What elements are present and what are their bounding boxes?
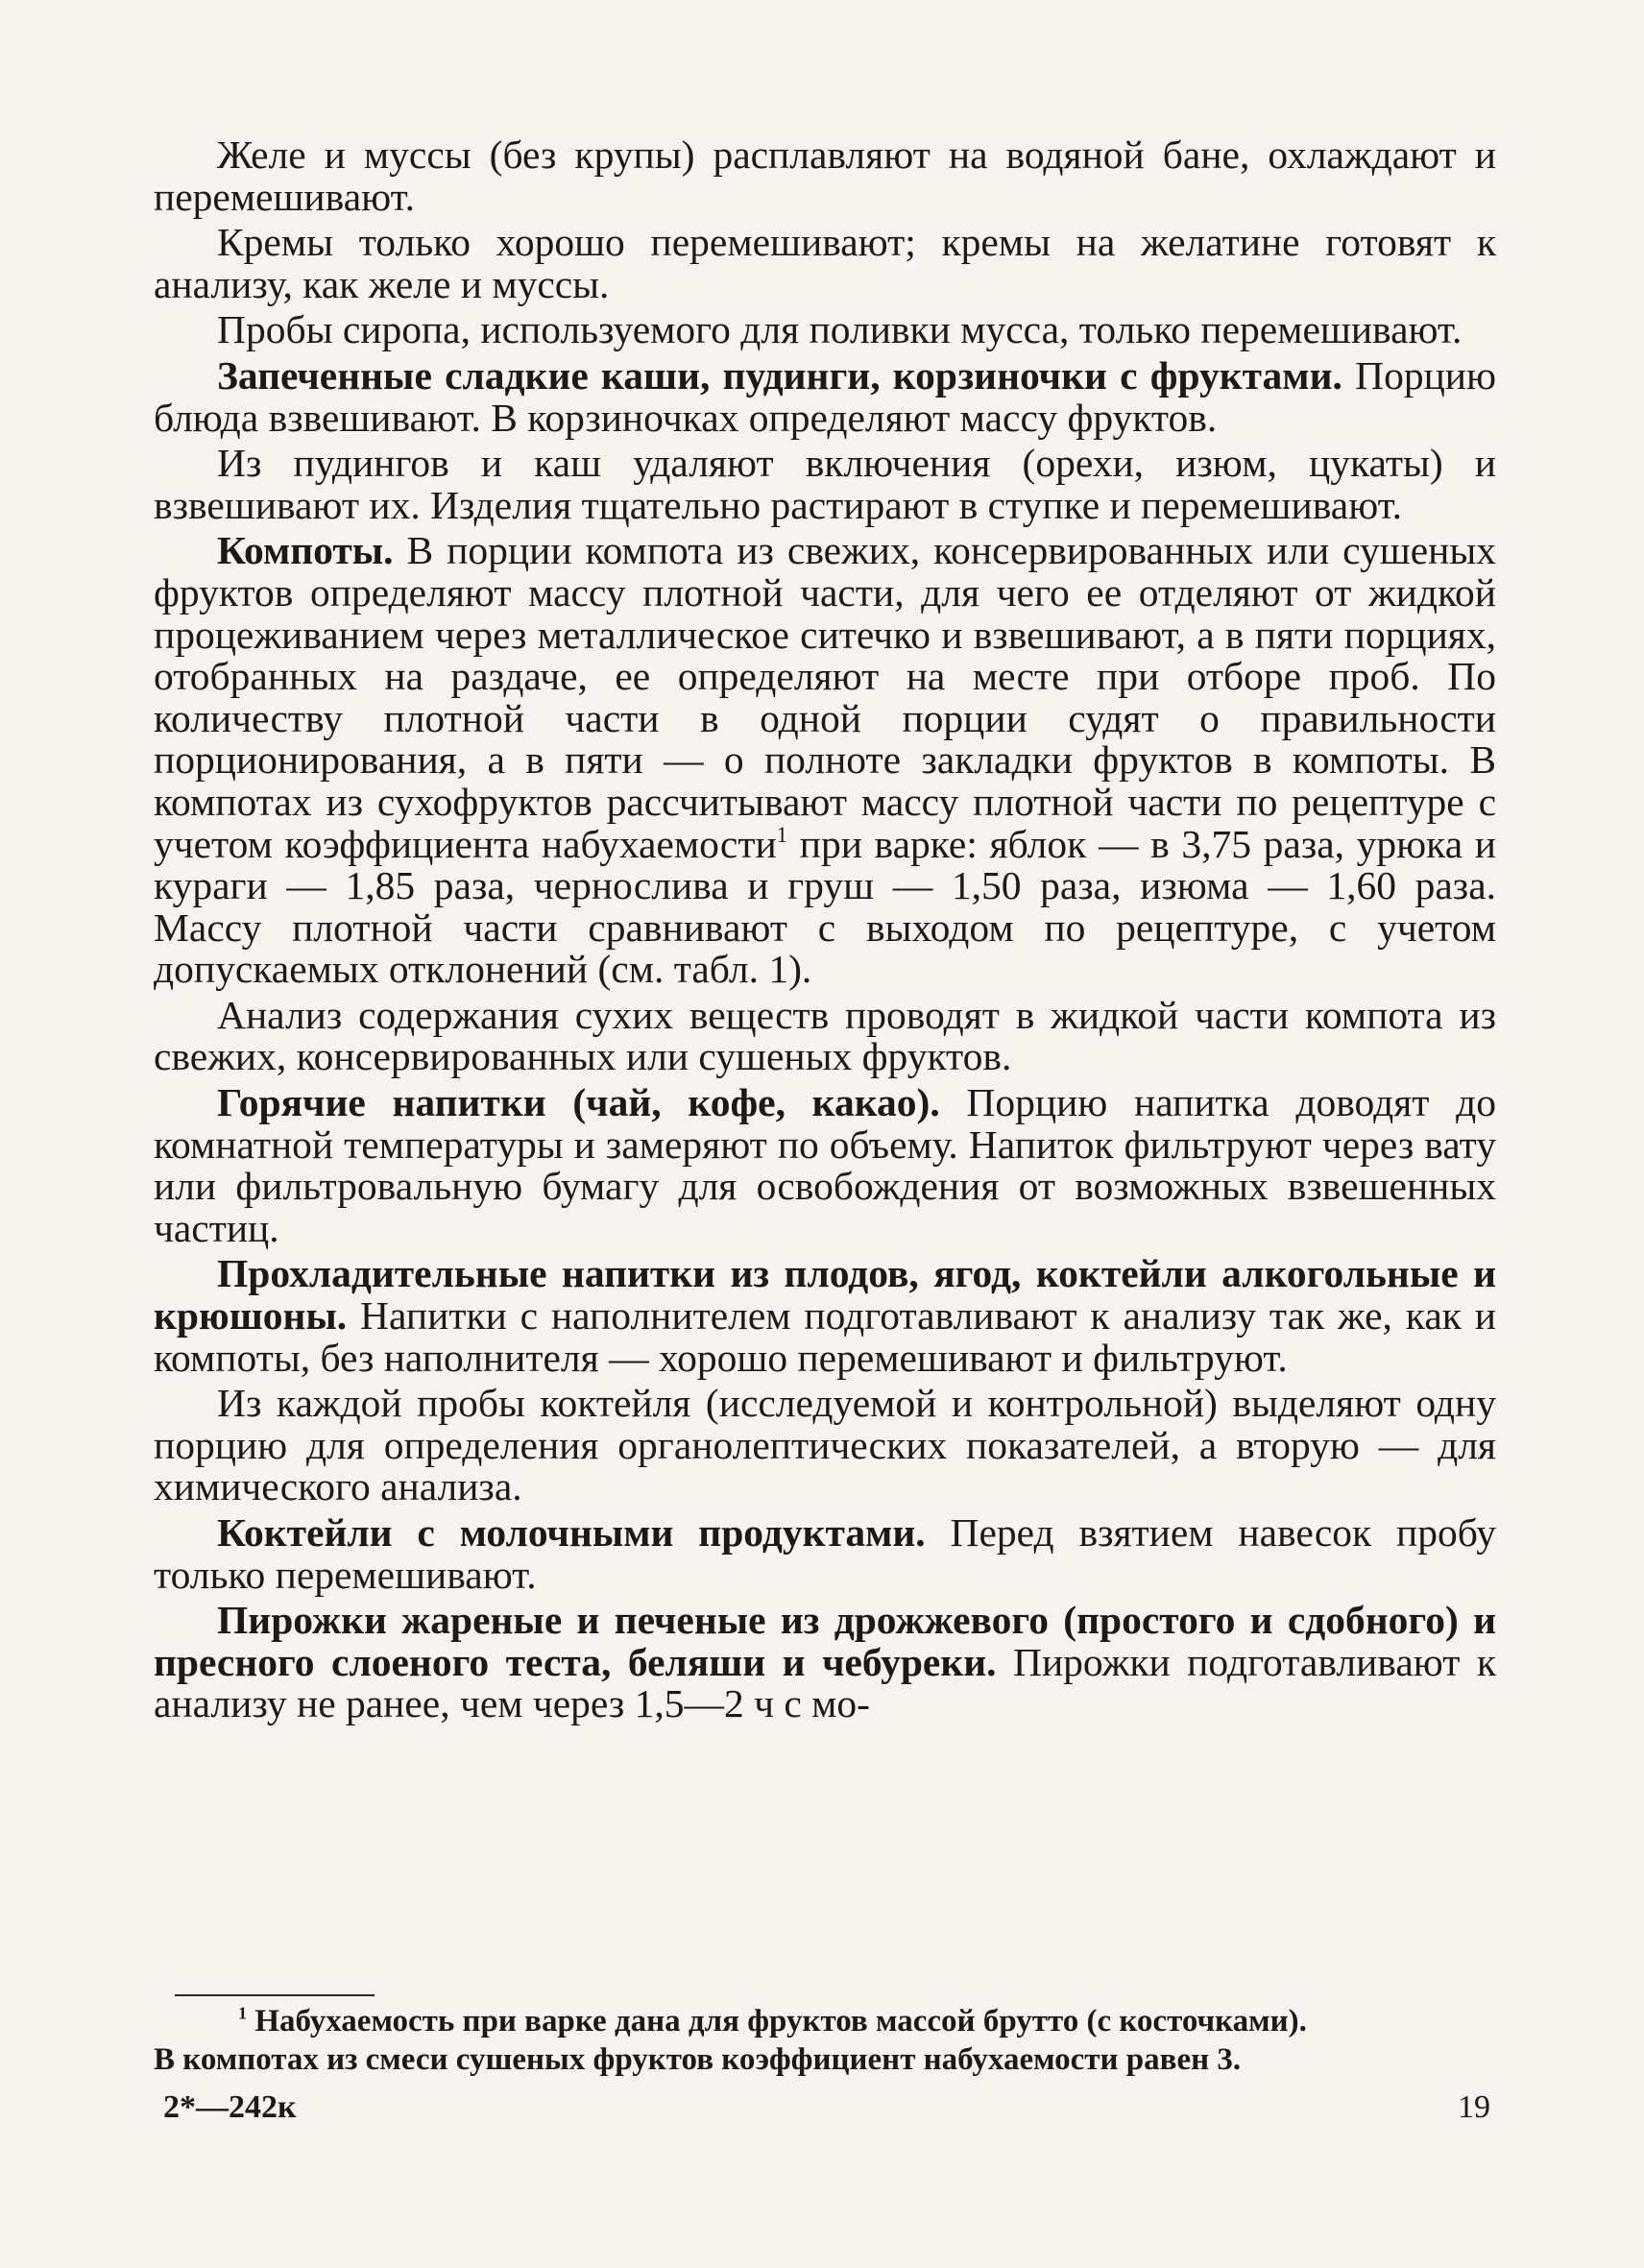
- paragraph-puddings: Из пудингов и каш удаляют включения (орехи, изюм, цукаты) и взвешивают их. Изделия тщательно растирают в ступке и перемешивают.: [154, 441, 1496, 527]
- paragraph-creams: Кремы только хорошо перемешивают; кремы на желатине готовят к анализу, как желе и муссы.: [154, 220, 1496, 306]
- footnote: $^1$ Набухаемость при варке дана для фруктов массой брутто (с косточками). В компотах из смеси сушеных фруктов коэффициент набухаемости равен 3.: [154, 2003, 1307, 2077]
- section-heading: Прохладительные напитки из плодов, ягод, коктейли алкогольные и крюшоны.: [154, 1251, 1496, 1339]
- footnote-mark: 1: [238, 2003, 248, 2023]
- paragraph-cocktail-samples: Из каждой пробы коктейля (исследуемой и контрольной) выделяют одну порцию для определения органолептических показателей, а вторую — для химического анализа.: [154, 1381, 1496, 1509]
- paragraph-hot-drinks: Горячие напитки (чай, кофе, какао). Порцию напитка доводят до комнатной температуры и замеряют по объему. Напиток фильтруют через вату или фильтровальную бумагу для освобождения от возможных взвешенных частиц.: [154, 1080, 1497, 1250]
- footnote-reference: 1: [776, 822, 788, 847]
- body-text: [154, 134, 1496, 1729]
- section-heading: Запеченные сладкие каши, пудинги, корзиночки с фруктами.: [217, 352, 1342, 398]
- section-heading: Компоты.: [217, 528, 394, 573]
- paragraph-milk-cocktails: Коктейли с молочными продуктами. Перед взятием навесок пробу только перемешивают.: [154, 1510, 1496, 1597]
- section-heading: Коктейли с молочными продуктами.: [217, 1510, 926, 1555]
- section-heading: Горячие напитки (чай, кофе, какао).: [217, 1080, 940, 1125]
- signature-mark: 2*—242к: [163, 2089, 297, 2125]
- paragraph-compotes: Компоты. В порции компота из свежих, консервированных или сушеных фруктов определяют массу плотной части, для чего ее отделяют от жидкой процеживанием через металлическое ситечко и взвешивают, а в пяти порциях, отобранных на раздаче, ее определяют на месте при отборе проб. По количеству плотной части в одной порции судят о правильности порционирования, а в пяти — о полноте закладки фруктов в компоты. В компотах из сухофруктов рассчитывают массу плотной части по рецептуре с учетом коэффициента набухаемости$^1$ при варке: яблок — в 3,75 раза, урюка и кураги — 1,85 раза, чернослива и груш — 1,50 раза, изюма — 1,60 раза. Массу плотной части сравнивают с выходом по рецептуре, с учетом допускаемых отклонений (см. табл. 1).: [154, 528, 1496, 992]
- paragraph-jelly: Желе и муссы (без крупы) расплавляют на водяной бане, охлаждают и перемешивают.: [154, 133, 1496, 219]
- paragraph-pies: Пирожки жареные и печеные из дрожжевого (простого и сдобного) и пресного слоеного теста, беляши и чебуреки. Пирожки подготавливают к анализу не ранее, чем через 1,5—2 ч с мо-: [154, 1598, 1496, 1726]
- paragraph-baked-porridge: Запеченные сладкие каши, пудинги, корзиночки с фруктами. Порцию блюда взвешивают. В корзиночках определяют массу фруктов.: [154, 352, 1496, 440]
- section-heading: Пирожки жареные и печеные из дрожжевого (простого и сдобного) и пресного слоеного теста, беляши и чебуреки.: [154, 1598, 1496, 1684]
- paragraph-cold-drinks: Прохладительные напитки из плодов, ягод, коктейли алкогольные и крюшоны. Напитки с наполнителем подготавливают к анализу так же, как и компоты, без наполнителя — хорошо перемешивают и фильтруют.: [154, 1251, 1496, 1380]
- paragraph-dry-matter: Анализ содержания сухих веществ проводят в жидкой части компота из свежих, консервированных или сушеных фруктов.: [154, 992, 1496, 1079]
- footnote-divider: [175, 1994, 375, 1996]
- paragraph-syrup: Пробы сиропа, используемого для поливки мусса, только перемешивают.: [217, 307, 1463, 352]
- page-number: 19: [1458, 2089, 1490, 2125]
